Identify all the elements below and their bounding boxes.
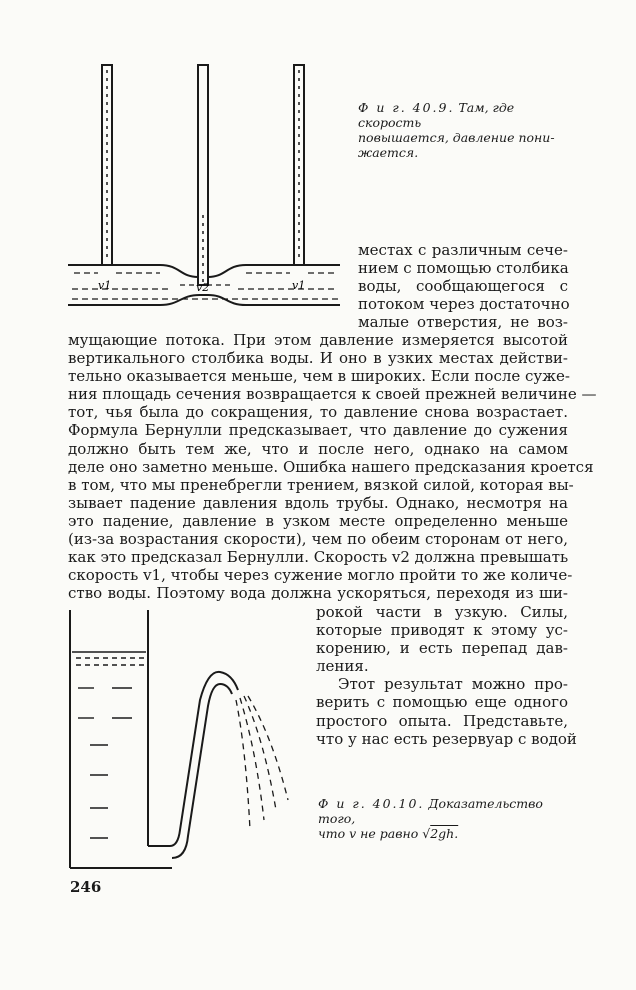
text-line: должно быть тем же, что и после него, однако на самом — [68, 439, 568, 458]
text-line: ство воды. Поэтому вода должна ускоряться, переходя из ши- — [68, 584, 568, 603]
body-full-text — [68, 331, 597, 603]
text-line: мущающие потока. При этом давление измеряется высотой — [68, 331, 568, 349]
text-line: Формула Бернулли предсказывает, что давление до сужения — [68, 421, 568, 440]
text-line: что у нас есть резервуар с водой — [316, 729, 577, 748]
text-line: тельно оказывается меньше, чем в широких. Если после суже- — [68, 367, 571, 386]
text-line: ния площадь сечения возвращается к своей прежней величине — — [68, 385, 597, 404]
text-line: тот, чья была до сокращения, то давление снова возрастает. — [68, 403, 568, 422]
body-lower-text — [316, 603, 577, 748]
text-line: корению, и есть перепад дав- — [316, 639, 568, 658]
text-line: потоком через достаточно — [358, 295, 570, 314]
tube-label-v2: v2 — [196, 281, 210, 294]
text-line: Этот результат можно про- — [338, 675, 568, 694]
text-line: которые приводят к этому ус- — [316, 621, 568, 640]
text-line: деле оно заметно меньше. Ошибка нашего предсказания кроется — [68, 457, 594, 476]
text-line: скорость v1, чтобы через сужение могло пройти то же количе- — [68, 566, 573, 585]
figure-40-10-caption — [318, 796, 568, 841]
figure-40-10-caption-label: Ф и г. 40.10. — [318, 796, 425, 811]
figure-40-10-diagram — [60, 610, 310, 870]
body-side-text — [358, 241, 568, 331]
figure-40-9-caption-line-3: жается. — [358, 145, 419, 160]
text-line: зывает падение давления вдоль трубы. Однако, несмотря на — [68, 493, 568, 512]
text-line: простого опыта. Представьте, — [316, 711, 568, 730]
text-line: как это предсказал Бернулли. Скорость v2 должна превышать — [68, 548, 569, 567]
sqrt-symbol: √ — [422, 826, 431, 841]
figure-40-10-caption-line-2: что v не равно — [318, 826, 419, 841]
text-line: ления. — [316, 657, 369, 676]
page-number: 246 — [70, 878, 102, 896]
text-line: воды, сообщающегося с — [358, 277, 568, 296]
text-line: малые отверстия, не воз- — [358, 313, 568, 332]
figure-40-9-caption-line-1: Там, где скорость — [358, 100, 515, 130]
figure-40-9-caption — [358, 100, 573, 160]
text-line: (из-за возрастания скорости), чем по обеим сторонам от него, — [68, 530, 568, 549]
text-line: в том, что мы пренебрегли трением, вязкой силой, которая вы- — [68, 475, 574, 494]
text-line: вертикального столбика воды. И оно в узких местах действи- — [68, 349, 568, 368]
text-line: это падение, давление в узком месте определенно меньше — [68, 511, 568, 530]
sqrt-expression: 2gh. — [430, 826, 459, 841]
text-line: рокой части в узкую. Силы, — [316, 603, 568, 621]
figure-40-9-caption-label: Ф и г. 40.9. — [358, 100, 455, 115]
figure-40-9-caption-line-2: повышается, давление пони- — [358, 130, 555, 145]
text-line: местах с различным сече- — [358, 241, 568, 259]
tube-label-v1-right: v1 — [292, 279, 306, 292]
text-line: нием с помощью столбика — [358, 259, 569, 278]
figure-40-10-caption-line-1: Доказательство того, — [318, 796, 543, 826]
tube-label-v1-left: v1 — [98, 279, 112, 292]
text-line: верить с помощью еще одного — [316, 693, 568, 712]
